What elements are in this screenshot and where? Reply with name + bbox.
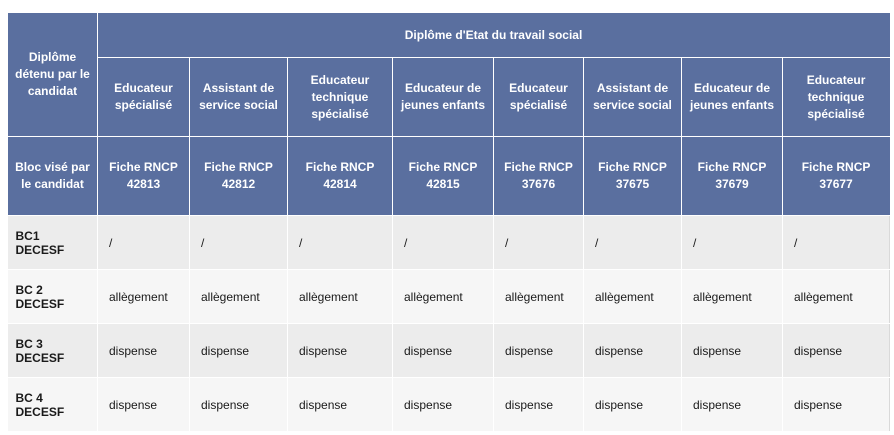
- header-fiche-5: Fiche RNCP 37676: [494, 137, 584, 216]
- table-cell: dispense: [494, 324, 584, 378]
- table-cell: /: [494, 216, 584, 270]
- header-diploma-2: Assistant de service social: [190, 58, 288, 137]
- header-fiche-4: Fiche RNCP 42815: [393, 137, 494, 216]
- header-fiche-7: Fiche RNCP 37679: [682, 137, 783, 216]
- header-diploma-6: Assistant de service social: [584, 58, 682, 137]
- table-cell: /: [190, 216, 288, 270]
- table-row: [8, 270, 890, 324]
- table-cell: /: [783, 216, 890, 270]
- table-body: [8, 216, 890, 432]
- header-fiche-2: Fiche RNCP 42812: [190, 137, 288, 216]
- header-diploma-3: Educateur technique spécialisé: [288, 58, 393, 137]
- table-cell: dispense: [98, 378, 190, 432]
- header-target-block: Bloc visé par le candidat: [8, 137, 98, 216]
- header-fiche-row: [8, 137, 890, 216]
- table-row: [8, 216, 890, 270]
- table-row: [8, 324, 890, 378]
- header-diploma-row: [8, 58, 890, 137]
- table-cell: allègement: [393, 270, 494, 324]
- table-cell: dispense: [783, 378, 890, 432]
- table-cell: dispense: [288, 324, 393, 378]
- header-diploma-8: Educateur technique spécialisé: [783, 58, 890, 137]
- table-cell: dispense: [494, 378, 584, 432]
- header-diploma-held: Diplôme détenu par le candidat: [8, 13, 98, 137]
- table-cell: dispense: [288, 378, 393, 432]
- equivalence-table: [7, 13, 890, 432]
- table-cell: /: [98, 216, 190, 270]
- table-cell: allègement: [783, 270, 890, 324]
- equivalence-table-container: [7, 13, 889, 432]
- row-label: BC 3 DECESF: [8, 324, 98, 378]
- table-cell: dispense: [393, 378, 494, 432]
- table-cell: dispense: [682, 324, 783, 378]
- table-cell: dispense: [98, 324, 190, 378]
- table-row: [8, 378, 890, 432]
- table-cell: /: [584, 216, 682, 270]
- header-fiche-1: Fiche RNCP 42813: [98, 137, 190, 216]
- header-fiche-6: Fiche RNCP 37675: [584, 137, 682, 216]
- table-cell: allègement: [288, 270, 393, 324]
- table-cell: /: [682, 216, 783, 270]
- table-cell: dispense: [190, 378, 288, 432]
- table-cell: dispense: [783, 324, 890, 378]
- header-group-title: Diplôme d'Etat du travail social: [98, 13, 890, 58]
- table-header: [8, 13, 890, 216]
- table-cell: dispense: [393, 324, 494, 378]
- header-diploma-5: Educateur spécialisé: [494, 58, 584, 137]
- table-cell: allègement: [494, 270, 584, 324]
- header-diploma-7: Educateur de jeunes enfants: [682, 58, 783, 137]
- table-cell: dispense: [584, 378, 682, 432]
- header-fiche-8: Fiche RNCP 37677: [783, 137, 890, 216]
- table-cell: allègement: [584, 270, 682, 324]
- table-cell: dispense: [190, 324, 288, 378]
- table-cell: /: [393, 216, 494, 270]
- table-cell: dispense: [584, 324, 682, 378]
- row-label: BC 2 DECESF: [8, 270, 98, 324]
- header-diploma-1: Educateur spécialisé: [98, 58, 190, 137]
- row-label: BC1 DECESF: [8, 216, 98, 270]
- header-diploma-4: Educateur de jeunes enfants: [393, 58, 494, 137]
- table-cell: allègement: [682, 270, 783, 324]
- table-cell: allègement: [98, 270, 190, 324]
- table-cell: /: [288, 216, 393, 270]
- table-cell: allègement: [190, 270, 288, 324]
- row-label: BC 4 DECESF: [8, 378, 98, 432]
- table-cell: dispense: [682, 378, 783, 432]
- header-fiche-3: Fiche RNCP 42814: [288, 137, 393, 216]
